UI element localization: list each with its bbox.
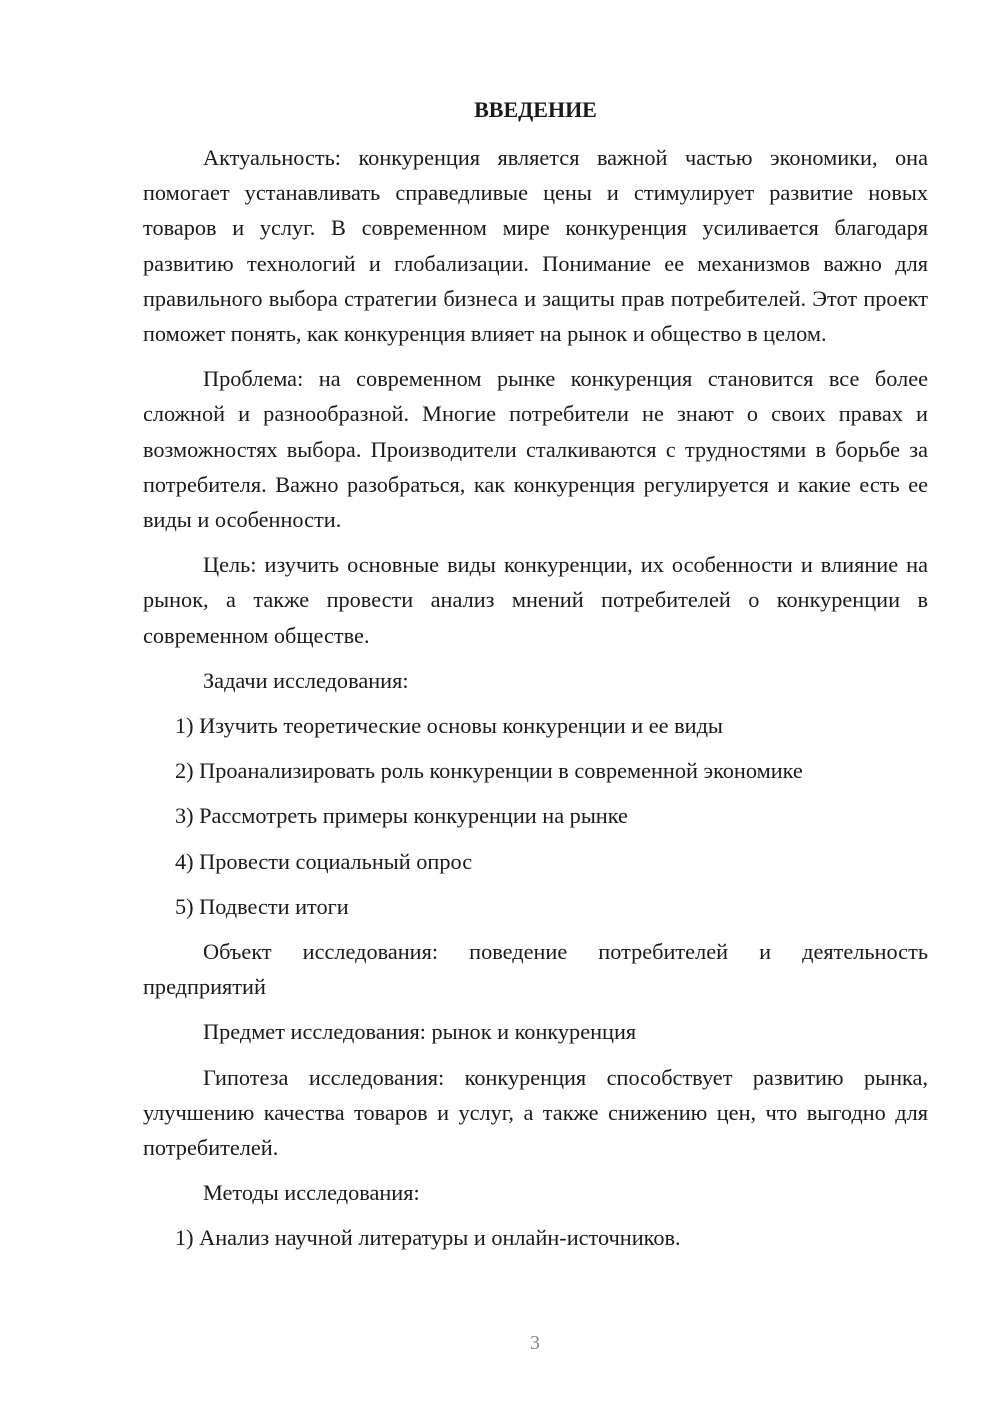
methods-list: [143, 1220, 928, 1255]
task-item: 4) Провести социальный опрос: [175, 848, 473, 874]
subject-paragraph: Предмет исследования: рынок и конкуренция: [203, 1019, 637, 1045]
methods-heading: Методы исследования:: [203, 1180, 420, 1206]
task-item: 1) Изучить теоретические основы конкуренции и ее виды: [175, 713, 723, 739]
goal-paragraph: Цель: изучить основные виды конкуренции, их особенности и влияние на рынок, а также провести анализ мнений потребителей о конкуренции в современном обществе.: [143, 552, 928, 648]
task-item: 3) Рассмотреть примеры конкуренции на рынке: [175, 803, 628, 829]
object-paragraph: Объект исследования: поведение потребителей и деятельность предприятий: [143, 939, 928, 1000]
page-number: 3: [530, 1332, 540, 1354]
tasks-list: [143, 708, 928, 924]
task-item: 5) Подвести итоги: [175, 893, 349, 919]
hypothesis-paragraph: Гипотеза исследования: конкуренция способствует развитию рынка, улучшению качества товаров и услуг, а также снижению цен, что выгодно для потребителей.: [143, 1064, 928, 1161]
relevance-paragraph: Актуальность: конкуренция является важной частью экономики, она помогает устанавливать справедливые цены и стимулирует развитие новых товаров и услуг. В современном мире конкуренция усиливается благодаря развитию технологий и глобализации. Понимание ее механизмов важно для правильного выбора стратегии бизнеса и защиты прав потребителей. Этот проект поможет понять, как конкуренция влияет на рынок и общество в целом.: [143, 145, 928, 347]
task-item: 2) Проанализировать роль конкуренции в современной экономике: [175, 758, 803, 784]
section-title: ВВЕДЕНИЕ: [474, 97, 597, 122]
problem-paragraph: Проблема: на современном рынке конкуренция становится все более сложной и разнообразной. Многие потребители не знают о своих правах и возможностях выбора. Производители сталкиваются с трудностями в борьбе за потребителя. Важно разобраться, как конкуренция регулируется и какие есть ее виды и особенности.: [143, 366, 928, 533]
document-page: [143, 95, 928, 1266]
method-item: 1) Анализ научной литературы и онлайн-источников.: [175, 1225, 681, 1251]
tasks-heading: Задачи исследования:: [203, 667, 409, 693]
